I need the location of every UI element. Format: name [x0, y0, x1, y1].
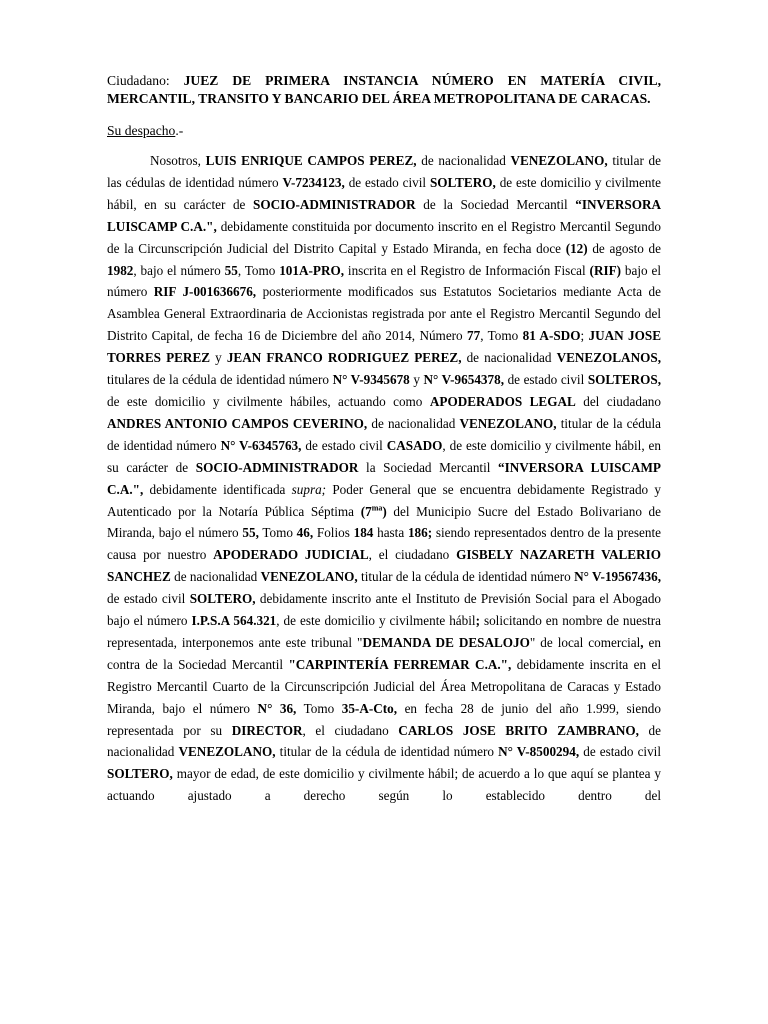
- body-text-run: VENEZOLANO,: [178, 744, 276, 760]
- body-text-run: debidamente inscrita en el Registro Mercantil Cuarto de la Circunscripción Judicial del Área Metropolitana de Caracas y Estado Miranda, bajo el número: [107, 656, 661, 716]
- body-text-run: VENEZOLANO,: [510, 153, 608, 168]
- body-text-run: del Municipio Sucre del Estado Bolivariano de Miranda, bajo el número: [107, 503, 662, 541]
- body-text-run: ;: [475, 613, 480, 629]
- body-text-run: “INVERSORA LUISCAMP C.A.",: [107, 196, 661, 234]
- body-text-run: de nacionalidad: [416, 153, 511, 168]
- body-text-run: 46,: [296, 525, 314, 541]
- body-text-run: inscrita en el Registro de Información Fiscal: [344, 262, 590, 278]
- body-text-run: Tomo: [296, 700, 342, 716]
- body-text-run: , bajo el número: [133, 262, 225, 278]
- body-text-run: hasta: [373, 525, 408, 541]
- document-page: [107, 72, 661, 807]
- body-text-run: (RIF): [589, 262, 622, 278]
- greeting: [107, 122, 661, 140]
- body-text-run: ,: [640, 634, 644, 650]
- body-text-run: de la Sociedad Mercantil: [415, 196, 576, 212]
- body-text-run: SOLTERO,: [189, 591, 256, 607]
- body-text-run: titular de las cédulas de identidad número: [107, 153, 662, 190]
- body-text-run: APODERADO JUDICIAL: [213, 547, 369, 563]
- body-text-run: " de local comercial: [529, 634, 641, 650]
- body-text-run: 55,: [242, 525, 259, 541]
- body-text-run: VENEZOLANO,: [459, 415, 557, 431]
- body-text-run: GISBELY NAZARETH VALERIO SANCHEZ: [107, 547, 661, 585]
- body-text-run: 184: [353, 525, 374, 541]
- body-text-run: , de este domicilio y civilmente hábil: [276, 613, 476, 629]
- body-text-run: titular de la cédula de identidad número: [275, 744, 499, 760]
- body-text-run: , Tomo: [237, 262, 280, 278]
- body-text-run: debidamente identificada: [143, 481, 292, 497]
- court-title: JUEZ DE PRIMERA INSTANCIA NÚMERO EN MATERÍA CIVIL, MERCANTIL, TRANSITO Y BANCARIO DEL ÁREA METROPOLITANA DE CARACAS.: [107, 73, 662, 106]
- body-text-run: y: [409, 372, 424, 388]
- body-text-run: SOCIO-ADMINISTRADOR: [195, 459, 359, 475]
- body-text-run: 81 A-SDO: [522, 328, 581, 344]
- body-text-run: SOLTEROS,: [587, 372, 662, 388]
- body-text-run: , el ciudadano: [368, 547, 457, 563]
- body-text-run: mayor de edad, de este domicilio y civilmente hábil; de acuerdo a lo que aquí se plantea y actuando ajustado a derecho según lo establecido dentro del: [107, 766, 661, 804]
- body-text-run: debidamente constituida por documento inscrito en el Registro Mercantil Segundo de la Circunscripción Judicial del Distrito Capital y Estado Miranda, en fecha doce: [107, 218, 662, 256]
- body-text-run: N° V-8500294,: [498, 744, 580, 760]
- body-text-run: N° V-9345678: [332, 372, 410, 388]
- body-text-run: del ciudadano: [575, 393, 661, 409]
- body-text-run: 1982: [107, 262, 134, 278]
- body-text-run: ): [382, 503, 387, 519]
- body-text-run: DEMANDA DE DESALOJO: [362, 634, 530, 650]
- body-text-run: SOCIO-ADMINISTRADOR: [253, 196, 416, 212]
- body-text-run: la Sociedad Mercantil: [358, 459, 499, 475]
- body-text-run: RIF J-001636676,: [153, 284, 257, 300]
- body-text-run: 55: [224, 262, 238, 278]
- body-text-run: Tomo: [258, 525, 297, 541]
- body-text-run: I.P.S.A 564.321: [191, 613, 277, 629]
- body-text-run: , el ciudadano: [302, 722, 399, 738]
- body-text-run: solicitando en nombre de nuestra representada, interponemos ante este tribunal ": [107, 613, 661, 650]
- body-text-run: "CARPINTERÍA FERREMAR C.A.",: [288, 656, 512, 672]
- body-paragraph: [107, 150, 661, 807]
- body-text-run: 186;: [407, 525, 433, 541]
- body-text-run: 77: [467, 328, 481, 344]
- greeting-underlined: Su despacho: [107, 123, 176, 138]
- body-text-run: titular de la cédula de identidad número: [107, 415, 661, 453]
- body-text-run: titulares de la cédula de identidad número: [107, 372, 333, 388]
- body-text-run: CARLOS JOSE BRITO ZAMBRANO,: [398, 722, 639, 738]
- body-text-run: APODERADOS LEGAL: [429, 393, 576, 409]
- body-text-run: “INVERSORA LUISCAMP C.A.",: [107, 459, 661, 497]
- body-text-run: de nacionalidad: [107, 722, 661, 760]
- body-text-run: DIRECTOR: [231, 722, 303, 738]
- body-text-run: supra;: [291, 481, 327, 497]
- body-text-run: de nacionalidad: [367, 415, 460, 431]
- body-text-run: de agosto de: [587, 240, 661, 256]
- body-text-run: JUAN JOSE TORRES PEREZ: [107, 328, 661, 366]
- body-text-run: SOLTERO,: [429, 174, 496, 190]
- body-text-run: de estado civil: [579, 744, 662, 760]
- body-text-run: de nacionalidad: [170, 569, 261, 585]
- body-text-run: (12): [565, 240, 588, 256]
- body-text-run: (7: [360, 503, 372, 519]
- body-text-run: N° 36,: [257, 700, 297, 716]
- body-text-run: Nosotros,: [150, 153, 206, 168]
- body-text-run: , de este domicilio y civilmente hábil, en su carácter de: [107, 437, 662, 475]
- body-text-run: en contra de la Sociedad Mercantil: [107, 634, 661, 672]
- body-text-run: N° V-19567436,: [574, 569, 661, 585]
- body-text-run: titular de la cédula de identidad número: [357, 569, 575, 585]
- body-text-run: Folios: [313, 525, 354, 541]
- body-text-run: y: [210, 350, 227, 366]
- body-text-run: 35-A-Cto,: [341, 700, 398, 716]
- body-text-run: de este domicilio y civilmente hábil, en su carácter de: [107, 174, 661, 212]
- body-text-run: siendo representados dentro de la presente causa por nuestro: [107, 525, 661, 563]
- body-text-run: de estado civil: [301, 437, 387, 453]
- body-text-run: ANDRES ANTONIO CAMPOS CEVERINO,: [107, 415, 368, 431]
- body-text-run: V-7234123,: [282, 174, 345, 190]
- addressee-prefix: Ciudadano:: [107, 73, 184, 88]
- body-text-run: de estado civil: [504, 372, 588, 388]
- body-text-run: de estado civil: [344, 174, 430, 190]
- body-text-run: posteriormente modificados sus Estatutos Societarios mediante Acta de Asamblea General Extraordinaria de Accionistas registrada por ante el Registro Mercantil Segundo del Distrito Capital, de fecha 16 de Diciembre del año 2014, Número: [107, 284, 661, 344]
- body-text-run: VENEZOLANOS,: [556, 350, 661, 366]
- body-text-run: ma: [371, 503, 383, 513]
- body-text-run: JEAN FRANCO RODRIGUEZ PEREZ,: [226, 350, 462, 366]
- body-text-run: ;: [580, 328, 589, 344]
- body-text-run: debidamente inscrito ante el Instituto de Previsión Social para el Abogado bajo el número: [107, 591, 662, 629]
- body-text-run: N° V-6345763,: [220, 437, 302, 453]
- greeting-suffix: .-: [175, 123, 184, 138]
- body-text-run: de estado civil: [107, 591, 190, 607]
- body-text-run: CASADO: [386, 437, 443, 453]
- body-text-run: en fecha 28 de junio del año 1.999, siendo representada por su: [107, 700, 661, 738]
- body-text-run: N° V-9654378,: [423, 372, 505, 388]
- body-text-run: de nacionalidad: [461, 350, 557, 366]
- body-text-run: VENEZOLANO,: [260, 569, 358, 585]
- body-text-run: Poder General que se encuentra debidamente Registrado y Autenticado por la Notaría Pública Séptima: [107, 481, 661, 519]
- body-text-run: de este domicilio y civilmente hábiles, actuando como: [107, 393, 430, 409]
- body-text-run: LUIS ENRIQUE CAMPOS PEREZ,: [205, 153, 417, 168]
- body-text-run: , Tomo: [480, 328, 523, 344]
- body-text-run: 101A-PRO,: [279, 262, 345, 278]
- addressee-heading: [107, 72, 661, 108]
- body-text-run: SOLTERO,: [107, 766, 173, 782]
- body-text-run: bajo el número: [107, 262, 661, 300]
